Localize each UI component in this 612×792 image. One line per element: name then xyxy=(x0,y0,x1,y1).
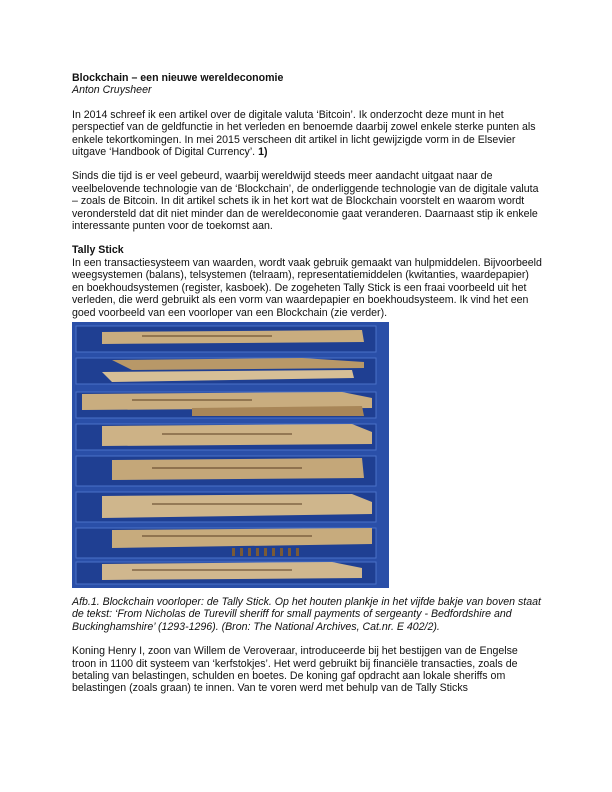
document-title: Blockchain – een nieuwe wereldeconomie xyxy=(72,72,284,84)
document-author: Anton Cruysheer xyxy=(72,84,152,97)
tally-stick-photo xyxy=(72,322,389,588)
paragraph-intro xyxy=(72,109,542,159)
paragraph-tally-stick: In een transactiesysteem van waarden, wordt vaak gebruik gemaakt van hulpmiddelen. Bijvoorbeeld weegsystemen (balans), telsystemen (telraam), representatiemiddelen (kwitanties, waardepapier) en boekhoudsystemen (register, kasboek). De zogeheten Tally Stick is een fraai voorbeeld uit het verleden, die werd gebruikt als een vorm van waardepapier en boekhoudsysteem. Ik vind het een goed voorbeeld van een voorloper van een Blockchain (zie verder). xyxy=(72,256,542,319)
paragraph-intro-text: In 2014 schreef ik een artikel over de digitale valuta ‘Bitcoin’. Ik onderzocht deze munt in het perspectief van de geldfunctie in het verleden en benoemde daarbij zowel enkele sterke punten als enkele tekortkomingen. In mei 2015 verscheen dit artikel in licht gewijzigde vorm in de Elsevier uitgave ‘Handbook of Digital Currency’. xyxy=(72,108,536,159)
tally-stick-image xyxy=(72,322,389,588)
footnote-ref[interactable]: 1) xyxy=(258,146,268,159)
section-heading-tally-stick: Tally Stick xyxy=(72,244,124,257)
figure-caption: Afb.1. Blockchain voorloper: de Tally Stick. Op het houten plankje in het vijfde bakje van boven staat de tekst: ‘From Nicholas de Turevill sheriff for small payments of sergeanty - Bedfordshire and Buckinghamshire’ (1293-1296). (Bron: The National Archives, Cat.nr. E 402/2). xyxy=(72,595,541,633)
paragraph-blockchain: Sinds die tijd is er veel gebeurd, waarbij wereldwijd steeds meer aandacht uitgaat naar de veelbelovende technologie van de ‘Blockchain’, de onderliggende technologie van de digitale valuta – zoals de Bitcoin. In dit artikel schets ik in het kort wat de Blockchain voorstelt en waarom wordt verondersteld dat dit niet minder dan de wereldeconomie gaat veranderen. Daarnaast stip ik enkele interessante punten voor de toekomst aan. xyxy=(72,170,539,233)
document-page xyxy=(72,72,542,707)
paragraph-henry: Koning Henry I, zoon van Willem de Veroveraar, introduceerde bij het bestijgen van de Engelse troon in 1100 dit systeem van ‘kerfstokjes’. Het werd gebruikt bij financiële transacties, zoals de betaling van belastingen, schulden en boetes. De koning gaf opdracht aan lokale sheriffs om belastingen (zoals graan) te innen. Van te voren werd met behulp van de Tally Sticks xyxy=(72,645,518,695)
